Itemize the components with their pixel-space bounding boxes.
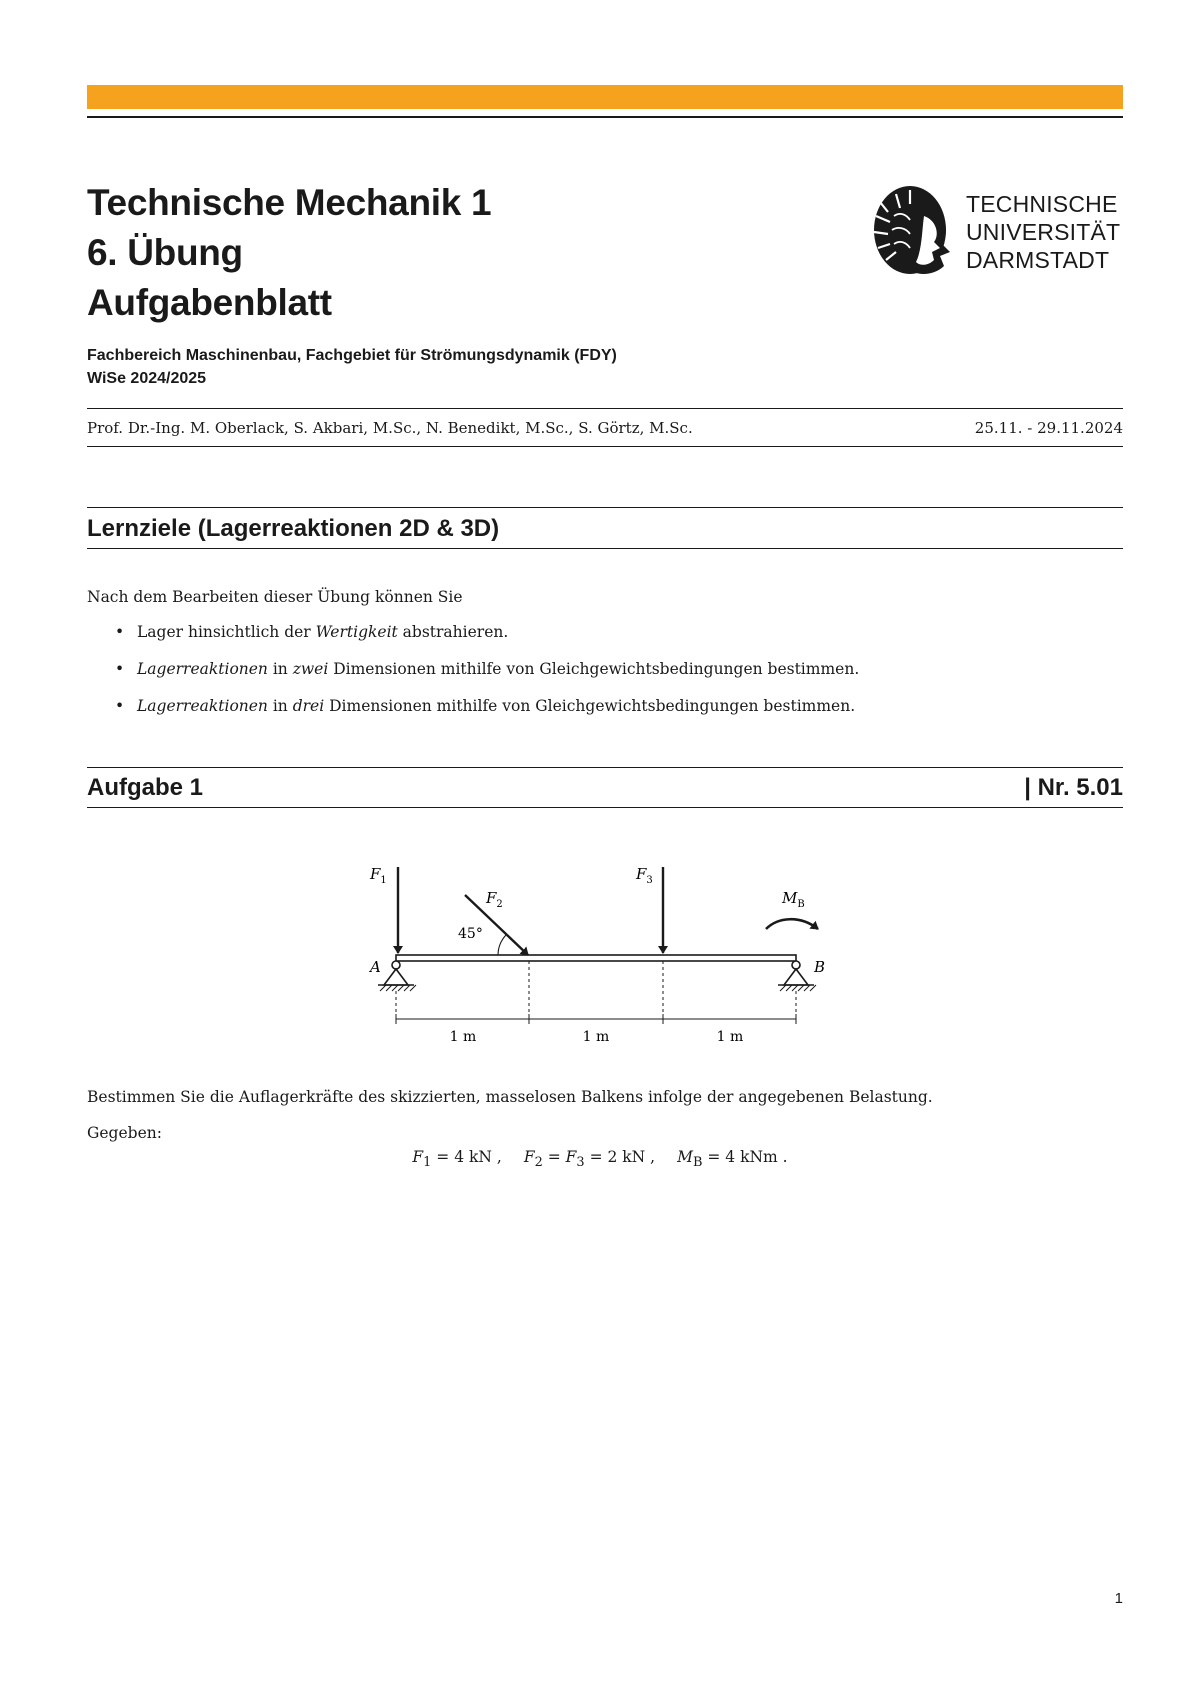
task-number: | Nr. 5.01 [1024, 774, 1123, 801]
label-support-b: B [814, 958, 826, 976]
list-item-text: Lager hinsichtlich der Wertigkeit abstrahieren. [137, 623, 509, 641]
learning-goals-intro: Nach dem Bearbeiten dieser Übung können Sie [87, 588, 463, 606]
label-f1: $F_1$ [370, 865, 387, 886]
logo-line-2: UNIVERSITÄT [966, 219, 1121, 245]
goals-bottom-rule [87, 548, 1123, 549]
dimension-guides [396, 961, 796, 1027]
learning-goals-heading: Lernziele (Lagerreaktionen 2D & 3D) [87, 515, 500, 542]
label-f3: $F_3$ [636, 865, 653, 886]
logo-wordmark [966, 190, 1120, 274]
label-support-a: A [370, 958, 381, 976]
department-line: Fachbereich Maschinenbau, Fachgebiet für Strömungsdynamik (FDY) [87, 347, 617, 364]
dimension-label-2: 1 m [582, 1029, 610, 1045]
beam [396, 955, 796, 961]
label-mb: $M_B$ [782, 889, 805, 910]
title-line-exercise: 6. Übung [87, 232, 243, 273]
authors-bottom-rule [87, 446, 1123, 447]
title-line-course: Technische Mechanik 1 [87, 182, 492, 223]
logo-line-3: DARMSTADT [966, 247, 1110, 273]
moment-mb-arrow [766, 919, 818, 929]
support-b [778, 961, 816, 991]
page-title [87, 178, 491, 328]
task-heading: Aufgabe 1 [87, 774, 204, 801]
page-number: 1 [1114, 1590, 1123, 1607]
header-rule [87, 116, 1123, 118]
authors-line: Prof. Dr.-Ing. M. Oberlack, S. Akbari, M.Sc., N. Benedikt, M.Sc., S. Görtz, M.Sc. [87, 419, 693, 437]
given-formula: $F_1 = 4$ kN , $F_2 = F_3 = 2$ kN , $M_B = 4$ kNm . [412, 1148, 788, 1171]
label-f2: $F_2$ [486, 889, 503, 910]
bullet-icon: • [115, 697, 125, 715]
title-line-sheet: Aufgabenblatt [87, 282, 332, 323]
bullet-icon: • [115, 660, 125, 678]
athena-head-icon [866, 182, 958, 282]
support-a [378, 961, 416, 991]
semester-line: WiSe 2024/2025 [87, 370, 207, 387]
given-label: Gegeben: [87, 1124, 162, 1142]
label-angle: 45° [458, 926, 483, 942]
dimension-label-3: 1 m [716, 1029, 744, 1045]
tu-darmstadt-logo [866, 182, 1126, 282]
list-item-text: Lagerreaktionen in drei Dimensionen mithilfe von Gleichgewichtsbedingungen bestimmen. [137, 697, 856, 715]
goals-top-rule [87, 507, 1123, 508]
task-top-rule [87, 767, 1123, 768]
header-accent-bar [87, 85, 1123, 109]
authors-top-rule [87, 408, 1123, 409]
dimension-label-1: 1 m [449, 1029, 477, 1045]
bullet-icon: • [115, 623, 125, 641]
logo-line-1: TECHNISCHE [966, 191, 1118, 217]
beam-diagram [360, 855, 840, 1055]
dates-line: 25.11. - 29.11.2024 [974, 419, 1123, 437]
angle-arc [498, 935, 506, 955]
task-bottom-rule [87, 807, 1123, 808]
header-subtitle [87, 344, 617, 390]
list-item-text: Lagerreaktionen in zwei Dimensionen mithilfe von Gleichgewichtsbedingungen bestimmen. [137, 660, 860, 678]
task-statement: Bestimmen Sie die Auflagerkräfte des skizzierten, masselosen Balkens infolge der angegebenen Belastung. [87, 1088, 933, 1106]
